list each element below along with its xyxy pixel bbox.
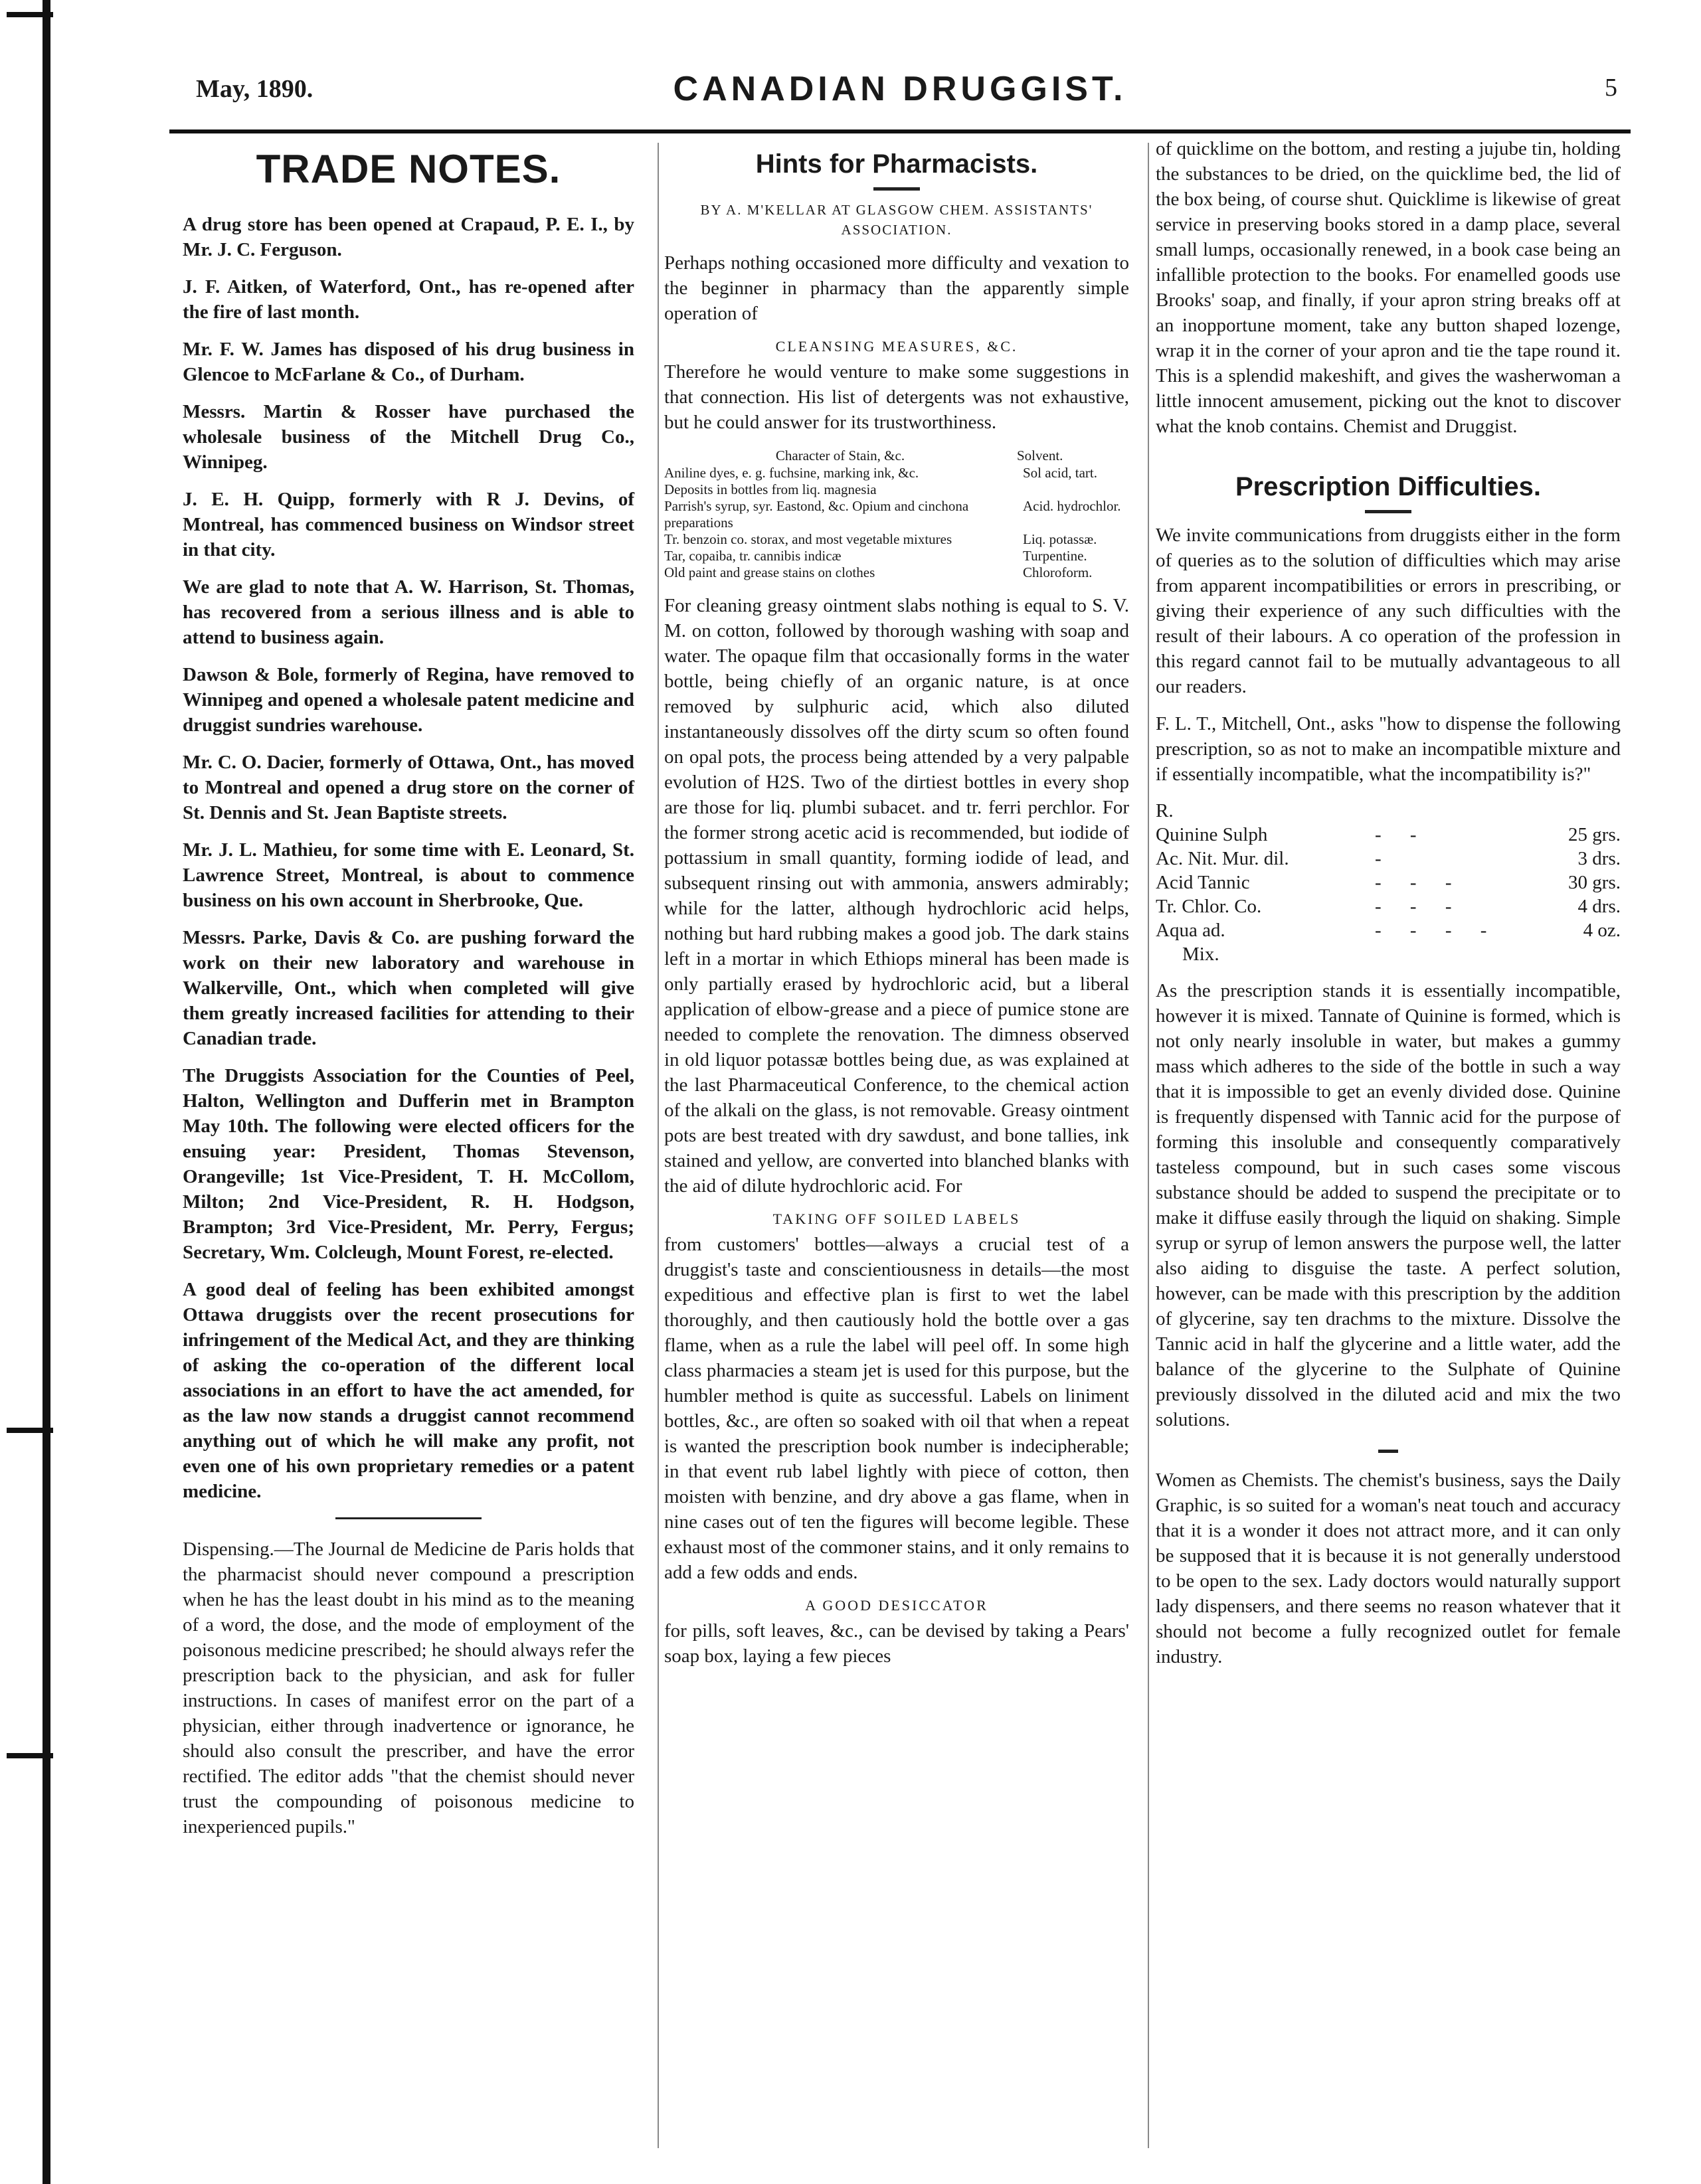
rx-ingredient: Quinine Sulph	[1156, 824, 1268, 845]
rx-line	[1156, 823, 1621, 847]
column-hints	[664, 136, 1129, 1681]
trade-note: Mr. F. W. James has disposed of his drug business in Glencoe to McFarlane & Co., of Durham.	[183, 339, 634, 385]
paragraph: Women as Chemists. The chemist's business, says the Daily Graphic, is so suited for a woman's neat touch and accuracy that it is a wonder it does not attract more, and it can only be supposed that it is because it is not generally understood to be open to the sex. Lady doctors would naturally support lady dispensers, and there seems no reason whatever that it should not become a fully recognized outlet for female industry.	[1156, 1470, 1621, 1667]
table-row	[664, 498, 1129, 531]
table-cell: Aniline dyes, e. g. fuchsine, marking ink, &c.	[664, 465, 919, 481]
trade-note: A drug store has been opened at Crapaud, P. E. I., by Mr. J. C. Ferguson.	[183, 214, 634, 260]
rx-line	[1156, 871, 1621, 894]
paragraph: from customers' bottles—always a crucial test of a druggist's taste and conscientiousness in details—the most expeditious and effective plan is first to wet the label thoroughly, and then cautiously hold the bottle over a gas flame, when as a rule the label will peel off. In some high class pharmacies a steam jet is used for this purpose, but the humbler method is quite as successful. Labels on liniment bottles, &c., are often so soaked with oil that when a repeat is wanted the prescription book number is indecipherable; in that event rub label lightly with piece of cotton, then moisten with benzine, and dry above a gas flame, when in nine cases out of ten the figures will become legible. These exhaust most of the commoner stains, and it only remains to add a few odds and ends.	[664, 1234, 1129, 1583]
rx-leader: - - - -	[1375, 920, 1499, 941]
header-rule	[169, 129, 1631, 133]
section-dash	[1378, 1450, 1398, 1453]
rx-ingredient: Acid Tannic	[1156, 872, 1250, 893]
table-header: Character of Stain, &c.	[775, 448, 905, 463]
rx-line	[1156, 894, 1621, 918]
paragraph: Perhaps nothing occasioned more difficulty and vexation to the beginner in pharmacy than the apparently simple operation of	[664, 252, 1129, 324]
section-title: Prescription Difficulties.	[1235, 472, 1542, 501]
dispensing-paragraph: Dispensing.—The Journal de Medicine de Paris holds that the pharmacist should never compound a prescription when he has the least doubt in his mind as to the meaning of a word, the dose, and the mode of employment of the poisonous medicine prescribed; he should always refer the prescription back to the physician, and ask for fuller instructions. In cases of manifest error on the part of a physician, either through inadvertence or ignorance, he should also consult the prescriber, and have the error rectified. The editor adds "that the chemist should never trust the compounding of poisonous medicine to inexperienced pupils."	[183, 1539, 634, 1837]
table-cell: Sol acid, tart.	[1023, 465, 1097, 481]
rx-leader: - - -	[1375, 896, 1464, 917]
table-cell: Tar, copaiba, tr. cannibis indicæ	[664, 548, 842, 564]
table-cell: Deposits in bottles from liq. magnesia	[664, 481, 877, 497]
paragraph: Therefore he would venture to make some suggestions in that connection. His list of detergents was not exhaustive, but he could answer for its trustworthiness.	[664, 361, 1129, 433]
paragraph: For cleaning greasy ointment slabs nothing is equal to S. V. M. on cotton, followed by thorough washing with soap and water. The opaque film that occasionally forms in the water bottle, being chiefly of an organic nature, is at once removed by sulphuric acid, which also diluted instantaneously dissolves off the dirty scum so often found on opal pots, the process being attended by a very palpable evolution of H2S. Two of the dirtiest bottles in every shop are those for liq. plumbi subacet. and tr. ferri perchlor. For the former strong acetic acid is recommended, but iodide of pottassium in small quantity, forming iodide of lead, and subsequent rinsing out with ammonia, answers admirably; while for the latter, although hydrochloric acid helps, nothing but hard rubbing makes a good job. The dark stains left in a mortar in which Ethiops mineral has been made is only partially erased by hydrochloric acid, but a liberal application of elbow-grease and a piece of pumice stone are needed to complete the renovation. The dimness observed in old liquor potassæ bottles being due, as was explained at the last Pharmaceutical Conference, to the chemical action of the alkali on the glass, is not removable. Greasy ointment pots are best treated with dry sawdust, and bone tallies, ink stained and yellow, are converted into blanched blanks with the aid of dilute hydrochloric acid. For	[664, 595, 1129, 1197]
column-trade-notes	[183, 136, 634, 1851]
trade-note: J. F. Aitken, of Waterford, Ont., has re-opened after the fire of last month.	[183, 276, 634, 323]
rx-leader: - -	[1375, 824, 1429, 845]
masthead: CANADIAN DRUGGIST.	[673, 70, 1127, 108]
rx-leader: - - -	[1375, 872, 1464, 893]
rx-symbol: R.	[1156, 800, 1174, 821]
subheading: CLEANSING MEASURES, &C.	[775, 338, 1018, 355]
rx-leader: -	[1375, 848, 1393, 869]
trade-note: Messrs. Parke, Davis & Co. are pushing forward the work on their new laboratory and warehouse in Walkerville, Ont., which when completed will give them greatly increased facilities for attending to their Canadian trade.	[183, 927, 634, 1049]
table-cell: Turpentine.	[1023, 548, 1087, 564]
trade-note: The Druggists Association for the Counties of Peel, Halton, Wellington and Dufferin met in Brampton May 10th. The following were elected officers for the ensuing year: President, Thomas Stevenson, Orangeville; 1st Vice-President, T. H. McCollom, Milton; 2nd Vice-President, R. H. Hodgson, Brampton; 3rd Vice-President, Mr. Perry, Fergus; Secretary, Wm. Colcleugh, Mount Forest, re-elected.	[183, 1065, 634, 1263]
trade-note: Mr. C. O. Dacier, formerly of Ottawa, Ont., has moved to Montreal and opened a drug store on the corner of St. Dennis and St. Jean Baptiste streets.	[183, 752, 634, 823]
table-row	[664, 564, 1129, 581]
table-cell: Tr. benzoin co. storax, and most vegetable mixtures	[664, 531, 952, 547]
table-row	[664, 548, 1129, 564]
title-dash	[873, 187, 920, 191]
table-header-row	[664, 447, 1129, 465]
stain-solvent-table	[664, 447, 1129, 581]
rx-quantity: 25 grs.	[1568, 824, 1621, 845]
trade-note: Dawson & Bole, formerly of Regina, have removed to Winnipeg and opened a wholesale patent medicine and druggist sundries warehouse.	[183, 664, 634, 736]
section-title: Hints for Pharmacists.	[755, 149, 1038, 179]
subheading: A GOOD DESICCATOR	[805, 1597, 988, 1614]
rx-quantity: 4 oz.	[1583, 920, 1621, 941]
trade-note: Mr. J. L. Mathieu, for some time with E. Leonard, St. Lawrence Street, Montreal, is about to commence business on his own account in Sherbrooke, Que.	[183, 839, 634, 911]
section-rule	[335, 1517, 482, 1519]
rx-ingredient: Tr. Chlor. Co.	[1156, 896, 1262, 917]
table-row	[664, 481, 1129, 498]
binding-edge	[0, 0, 80, 2184]
trade-note: A good deal of feeling has been exhibited amongst Ottawa druggists over the recent prosecutions for infringement of the Medical Act, and they are thinking of asking the co-operation of the different local associations in an effort to have the act amended, for as the law now stands a druggist cannot recommend anything out of which he will make any profit, not even one of his own proprietary remedies or a patent medicine.	[183, 1279, 634, 1502]
trade-note: J. E. H. Quipp, formerly with R J. Devins, of Montreal, has commenced business on Windsor street in that city.	[183, 489, 634, 560]
table-cell: Acid. hydrochlor.	[1023, 498, 1121, 514]
paragraph: of quicklime on the bottom, and resting a jujube tin, holding the substances to be dried, on the quicklime bed, the lid of the box being, of course shut. Quicklime is likewise of great service in preserving books stored in a damp place, several small lumps, occasionally renewed, in a book case being an infallible protection to the books. For enamelled goods use Brooks' soap, and finally, if your apron string breaks off at an inopportune moment, take any button shaped lozenge, wrap it in the corner of your apron and tie the tape round it. This is a splendid makeshift, and gives the washerwoman a little innocent amusement, picking out the knot to discover what the knob contains. Chemist and Druggist.	[1156, 138, 1621, 437]
paragraph: We invite communications from druggists either in the form of queries as to the solution of difficulties which may arise from apparent incompatibilities or errors in prescribing, or giving their experience of any such difficulties with the result of their labours. A co operation of the profession in this regard cannot fail to be mutually advantageous to all our readers.	[1156, 525, 1621, 697]
title-dash	[1365, 510, 1411, 513]
subheading: TAKING OFF SOILED LABELS	[772, 1211, 1021, 1227]
paragraph: for pills, soft leaves, &c., can be devised by taking a Pears' soap box, laying a few pieces	[664, 1620, 1129, 1667]
rx-quantity: 4 drs.	[1577, 896, 1621, 917]
column-divider	[658, 143, 659, 2148]
column-divider	[1148, 143, 1149, 2148]
rx-line	[1156, 847, 1621, 871]
page-header	[169, 66, 1631, 120]
table-cell: Old paint and grease stains on clothes	[664, 564, 875, 580]
issue-date: May, 1890.	[196, 75, 313, 103]
prescription	[1156, 799, 1621, 966]
rx-line	[1156, 918, 1621, 942]
table-row	[664, 531, 1129, 548]
table-cell	[1016, 481, 1129, 498]
trade-note: We are glad to note that A. W. Harrison, St. Thomas, has recovered from a serious illness and is able to attend to business again.	[183, 576, 634, 648]
trade-note: Messrs. Martin & Rosser have purchased the wholesale business of the Mitchell Drug Co., Winnipeg.	[183, 401, 634, 473]
section-title: TRADE NOTES.	[256, 147, 561, 191]
table-cell: Chloroform.	[1023, 564, 1093, 580]
rx-quantity: 3 drs.	[1577, 848, 1621, 869]
rx-mix: Mix.	[1182, 944, 1219, 965]
column-prescription	[1156, 136, 1621, 1681]
rx-ingredient: Aqua ad.	[1156, 920, 1225, 941]
byline: BY A. M'KELLAR AT GLASGOW CHEM. ASSISTANTS' ASSOCIATION.	[700, 202, 1093, 238]
table-cell: Parrish's syrup, syr. Eastond, &c. Opium and cinchona preparations	[664, 498, 969, 531]
page-number: 5	[1605, 74, 1617, 102]
table-header: Solvent.	[1017, 448, 1063, 463]
rx-ingredient: Ac. Nit. Mur. dil.	[1156, 848, 1289, 869]
paragraph: As the prescription stands it is essentially incompatible, however it is mixed. Tannate of Quinine is formed, which is not only nearly insoluble in water, but makes a gummy mass which adheres to the side of the bottle in such a way that it is impossible to get an evenly divided dose. Quinine is frequently dispensed with Tannic acid for the purpose of forming this insoluble and consequently comparatively tasteless compound, but in such cases some viscous substance should be added to suspend the precipitate or to make it diffuse easily through the liquid on shaking. Simple syrup or syrup of lemon answers the purpose well, the latter also aiding to disguise the taste. A perfect solution, however, can be made with this prescription by the addition of glycerine, say ten drachms to the mixture. Dissolve the Tannic acid in half the glycerine and a little water, add the balance of the glycerine to the Sulphate of Quinine previously dissolved in the diluted acid and mix the two solutions.	[1156, 980, 1621, 1430]
table-cell: Liq. potassæ.	[1023, 531, 1097, 547]
table-row	[664, 465, 1129, 481]
rx-quantity: 30 grs.	[1568, 872, 1621, 893]
paragraph: F. L. T., Mitchell, Ont., asks "how to dispense the following prescription, so as not to make an incompatible mixture and if essentially incompatible, what the incompatibility is?"	[1156, 713, 1621, 785]
